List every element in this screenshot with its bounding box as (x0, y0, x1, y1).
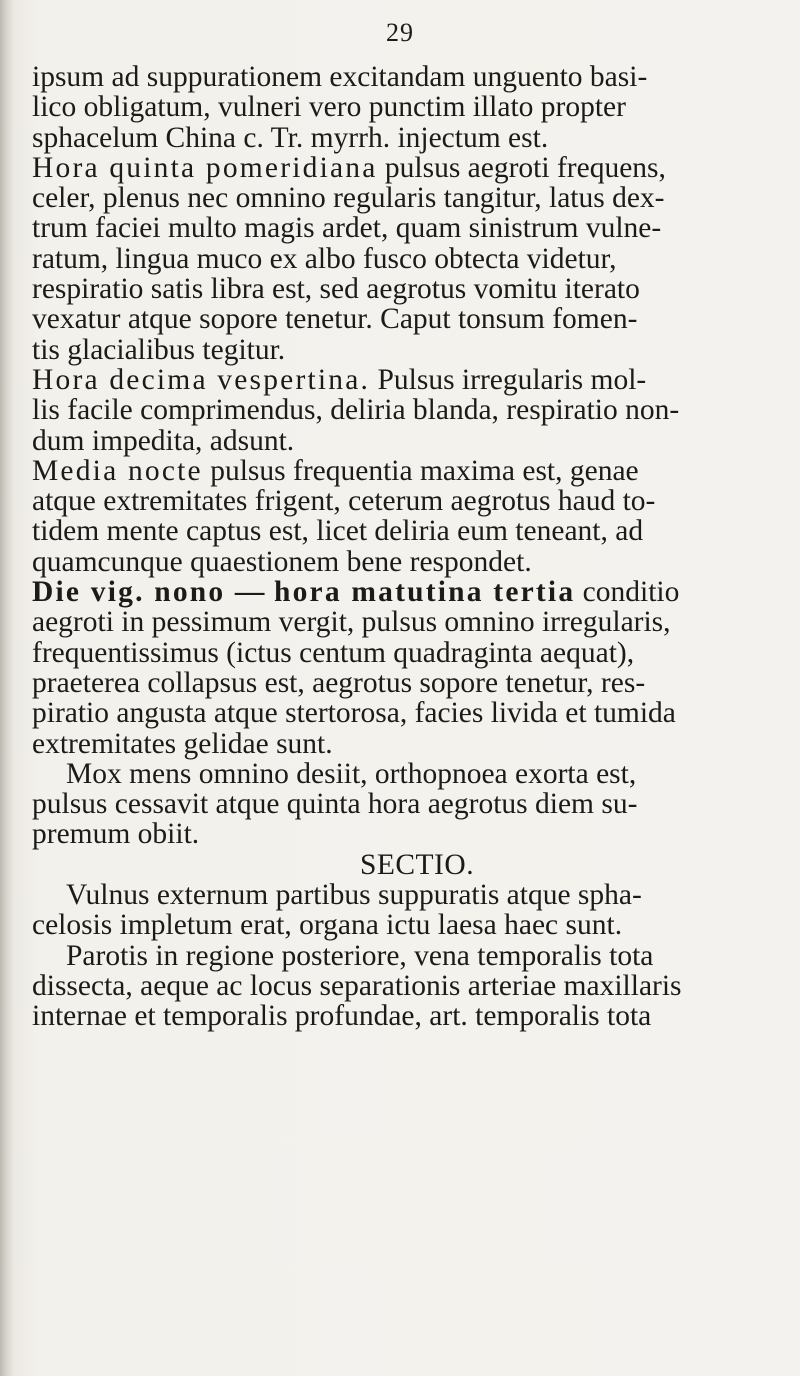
section-heading: SECTIO. (359, 848, 475, 881)
text-line: Vulnus externum partibus suppuratis atque spha- (66, 879, 642, 912)
text-line: dissecta, aeque ac locus separationis arteriae maxillaris (32, 969, 682, 1002)
text-line: Media nocte pulsus frequentia maxima est, genae (32, 454, 639, 487)
book-spine-shadow (0, 0, 14, 1376)
text-line: ipsum ad suppurationem excitandam unguento basi- (32, 61, 648, 93)
time-heading: hora matutina tertia (274, 576, 576, 609)
date-heading: Die vig. nono — (32, 576, 267, 609)
text-line: pulsus cessavit atque quinta hora aegrotus diem su- (32, 788, 638, 821)
text-line: piratio angusta atque stertorosa, facies livida et tumida (32, 697, 676, 730)
text-line: lis facile comprimendus, deliria blanda, respiratio non- (32, 394, 680, 427)
text-line: Hora decima vespertina. Pulsus irregularis mol- (32, 363, 647, 396)
text-line: trum faciei multo magis ardet, quam sinistrum vulne- (32, 212, 662, 245)
time-heading: Media nocte (32, 454, 203, 487)
text-line: ratum, lingua muco ex albo fusco obtecta videtur, (32, 242, 617, 275)
text-line: atque extremitates frigent, ceterum aegrotus haud to- (32, 485, 656, 518)
text-line: extremitates gelidae sunt. (32, 727, 333, 760)
text-line: Die vig. nono — hora matutina tertia conditio (32, 576, 680, 609)
text-line: respiratio satis libra est, sed aegrotus vomitu iterato (32, 273, 640, 306)
text-line: vexatur atque sopore tenetur. Caput tonsum fomen- (32, 303, 638, 336)
text-line: aegroti in pessimum vergit, pulsus omnino irregularis, (32, 606, 671, 639)
text-line: dum impedita, adsunt. (32, 424, 295, 457)
text-line: Hora quinta pomeridiana pulsus aegroti frequens, (32, 151, 666, 184)
text-line: tidem mente captus est, licet deliria eum teneant, ad (32, 515, 644, 548)
text-line: frequentissimus (ictus centum quadraginta aequat), (32, 636, 635, 669)
text-line: celosis impletum erat, organa ictu laesa haec sunt. (32, 909, 623, 942)
body-text (32, 62, 772, 1032)
text-line: sphacelum China c. Tr. myrrh. injectum est. (32, 121, 549, 154)
text-line: lico obligatum, vulneri vero punctim illato propter (32, 91, 626, 124)
page-number: 29 (386, 18, 414, 47)
text-line: Mox mens omnino desiit, orthopnoea exorta est, (66, 757, 637, 790)
time-heading: Hora decima vespertina. (32, 363, 371, 396)
text-line: premum obiit. (32, 818, 200, 851)
text-line: praeterea collapsus est, aegrotus sopore tenetur, res- (32, 666, 646, 699)
text-line: internae et temporalis profundae, art. temporalis tota (32, 1000, 652, 1033)
text-line: Parotis in regione posteriore, vena temporalis tota (66, 939, 654, 972)
text-line: tis glacialibus tegitur. (32, 333, 286, 366)
text-line: celer, plenus nec omnino regularis tangitur, latus dex- (32, 182, 665, 215)
text-line: quamcunque quaestionem bene respondet. (32, 545, 532, 578)
time-heading: Hora quinta pomeridiana (32, 151, 378, 184)
